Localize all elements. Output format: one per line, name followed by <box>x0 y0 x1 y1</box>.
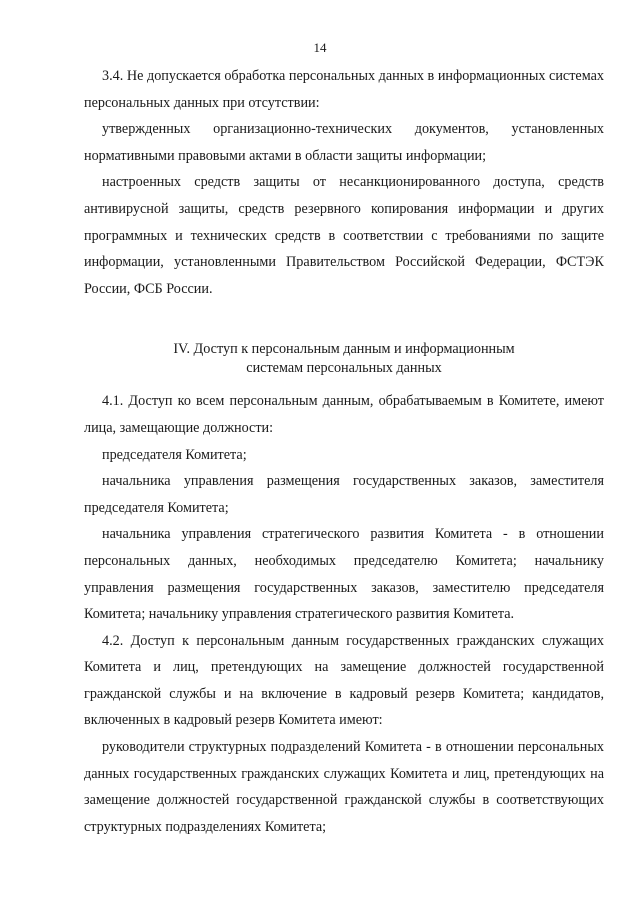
section-4-heading-line-1: IV. Доступ к персональным данным и информационным <box>173 341 515 358</box>
paragraph-3-4-item-2: настроенных средств защиты от несанкционированного доступа, средств антивирусной защиты, средств резервного копирования информации и других программных и технических средств в соответствии с требованиями по защите информации, установленными Правительством Российской Федерации, ФСТЭК России, ФСБ России. <box>84 174 604 297</box>
paragraph-3-4-item-1: утвержденных организационно-технических документов, установленных нормативными правовыми актами в области защиты информации; <box>84 121 604 164</box>
paragraph-3-4: 3.4. Не допускается обработка персональных данных в информационных системах персональных данных при отсутствии: <box>84 68 604 111</box>
section-4-heading-line-2: системам персональных данных <box>246 360 442 377</box>
document-body <box>84 63 604 840</box>
paragraph-4-1: 4.1. Доступ ко всем персональным данным, обрабатываемым в Комитете, имеют лица, замещающие должности: <box>84 393 604 436</box>
page-number: 14 <box>313 40 327 55</box>
paragraph-4-2-item-1: руководители структурных подразделений Комитета - в отношении персональных данных государственных гражданских служащих Комитета и лиц, претендующих на замещение должностей государственной гражданской службы в соответствующих структурных подразделениях Комитета; <box>84 739 604 835</box>
paragraph-4-1-item-3: начальника управления стратегического развития Комитета - в отношении персональных данных, необходимых председателю Комитета; начальнику управления размещения государственных заказов, заместителю председателя Комитета; начальнику управления стратегического развития Комитета. <box>84 526 604 623</box>
paragraph-4-1-item-2: начальника управления размещения государственных заказов, заместителя председателя Комитета; <box>84 473 604 516</box>
section-4-heading <box>84 340 604 378</box>
paragraph-4-1-item-1: председателя Комитета; <box>102 446 247 463</box>
paragraph-4-2: 4.2. Доступ к персональным данным государственных гражданских служащих Комитета и лиц, претендующих на замещение должностей государственной гражданской службы и на включение в кадровый резерв Комитета; кандидатов, включенных в кадровый резерв Комитета имеют: <box>84 632 604 729</box>
